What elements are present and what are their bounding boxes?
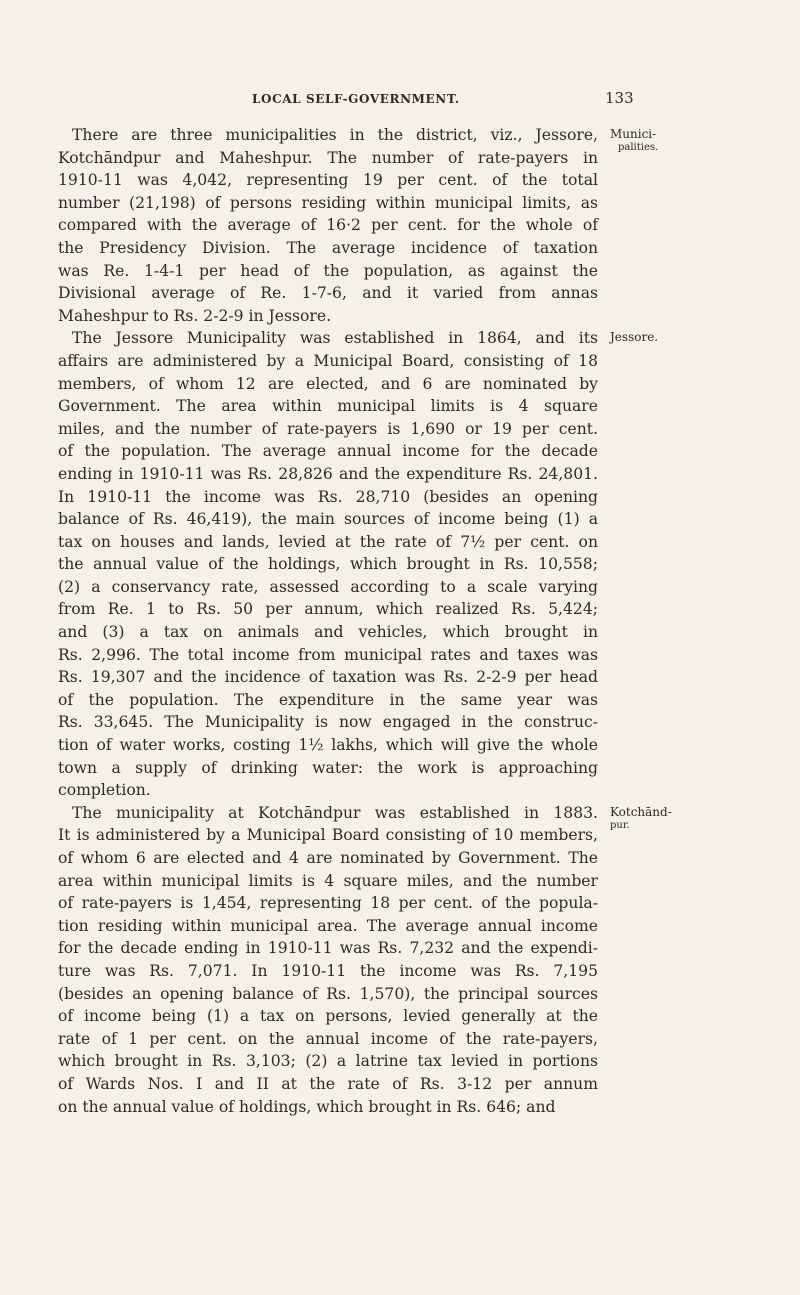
margin-note-municipalities: [610, 128, 658, 154]
text-line: compared with the average of 16·2 per cent. for the whole of: [58, 216, 598, 235]
margin-note-line: Jessore.: [610, 330, 659, 344]
text-line: from Re. 1 to Rs. 50 per annum, which realized Rs. 5,424;: [58, 600, 598, 619]
margin-note-line: palities.: [618, 142, 659, 153]
text-line: completion.: [58, 781, 151, 800]
text-line: and (3) a tax on animals and vehicles, which brought in: [58, 623, 598, 642]
text-line: ture was Rs. 7,071. In 1910-11 the income was Rs. 7,195: [58, 961, 598, 980]
margin-note-line: pur.: [610, 820, 630, 831]
body-text: [58, 124, 598, 1118]
text-line: of income being (1) a tax on persons, levied generally at the: [58, 1007, 598, 1026]
margin-note-line: Munici-: [610, 127, 657, 141]
text-line: town a supply of drinking water: the work is approaching: [58, 758, 598, 777]
text-line: Rs. 19,307 and the incidence of taxation was Rs. 2-2-9 per head: [58, 668, 598, 687]
margin-note-jessore: [610, 331, 658, 344]
text-line: rate of 1 per cent. on the annual income of the rate-payers,: [58, 1029, 598, 1048]
text-line: Rs. 33,645. The Municipality is now engaged in the construc-: [58, 713, 598, 732]
text-line: Maheshpur to Rs. 2-2-9 in Jessore.: [58, 306, 332, 325]
text-line: was Re. 1-4-1 per head of the population, as against the: [58, 261, 598, 280]
text-line: In 1910-11 the income was Rs. 28,710 (besides an opening: [58, 487, 598, 506]
text-line: number (21,198) of persons residing within municipal limits, as: [58, 193, 598, 212]
text-line: Rs. 2,996. The total income from municipal rates and taxes was: [58, 645, 598, 664]
text-line: of rate-payers is 1,454, representing 18 per cent. of the popula-: [58, 894, 598, 913]
text-line: Kotchāndpur and Maheshpur. The number of rate-payers in: [58, 148, 598, 167]
text-line: ending in 1910-11 was Rs. 28,826 and the expenditure Rs. 24,801.: [58, 464, 598, 483]
running-head: LOCAL SELF-GOVERNMENT.: [252, 92, 460, 106]
text-line: of Wards Nos. I and II at the rate of Rs. 3-12 per annum: [58, 1074, 598, 1093]
page-number: 133: [605, 89, 634, 107]
text-line: Divisional average of Re. 1-7-6, and it varied from annas: [58, 284, 598, 303]
text-line: (besides an opening balance of Rs. 1,570), the principal sources: [58, 984, 598, 1003]
text-line: for the decade ending in 1910-11 was Rs. 7,232 and the expendi-: [58, 939, 598, 958]
text-line: on the annual value of holdings, which brought in Rs. 646; and: [58, 1097, 556, 1116]
text-line: the annual value of the holdings, which brought in Rs. 10,558;: [58, 555, 598, 574]
text-line: tion residing within municipal area. The average annual income: [58, 916, 598, 935]
text-line: which brought in Rs. 3,103; (2) a latrine tax levied in portions: [58, 1052, 598, 1071]
text-line: the Presidency Division. The average incidence of taxation: [58, 238, 598, 257]
text-line: tax on houses and lands, levied at the rate of 7½ per cent. on: [58, 532, 598, 551]
text-line: affairs are administered by a Municipal Board, consisting of 18: [58, 351, 598, 370]
text-line: balance of Rs. 46,419), the main sources of income being (1) a: [58, 510, 598, 529]
text-line: of the population. The expenditure in the same year was: [58, 690, 598, 709]
text-line: miles, and the number of rate-payers is 1,690 or 19 per cent.: [58, 419, 598, 438]
text-line: 1910-11 was 4,042, representing 19 per cent. of the total: [58, 171, 598, 190]
margin-note-line: Kotchānd-: [610, 805, 672, 819]
text-line: There are three municipalities in the district, viz., Jessore,: [72, 126, 598, 144]
text-line: of whom 6 are elected and 4 are nominated by Government. The: [58, 849, 598, 867]
margin-note-kotchandpur: [610, 806, 672, 832]
text-line: of the population. The average annual income for the decade: [58, 442, 598, 461]
text-line: The Jessore Municipality was established in 1864, and its: [72, 329, 598, 348]
text-line: tion of water works, costing 1½ lakhs, which will give the whole: [58, 736, 598, 755]
text-line: members, of whom 12 are elected, and 6 are nominated by: [58, 374, 598, 393]
text-line: It is administered by a Municipal Board consisting of 10 members,: [58, 826, 598, 845]
text-line: (2) a conservancy rate, assessed according to a scale varying: [58, 577, 598, 596]
text-line: area within municipal limits is 4 square miles, and the number: [58, 871, 598, 890]
page-header: [0, 89, 800, 116]
text-line: The municipality at Kotchāndpur was established in 1883.: [72, 803, 598, 822]
text-line: Government. The area within municipal limits is 4 square: [58, 397, 598, 416]
